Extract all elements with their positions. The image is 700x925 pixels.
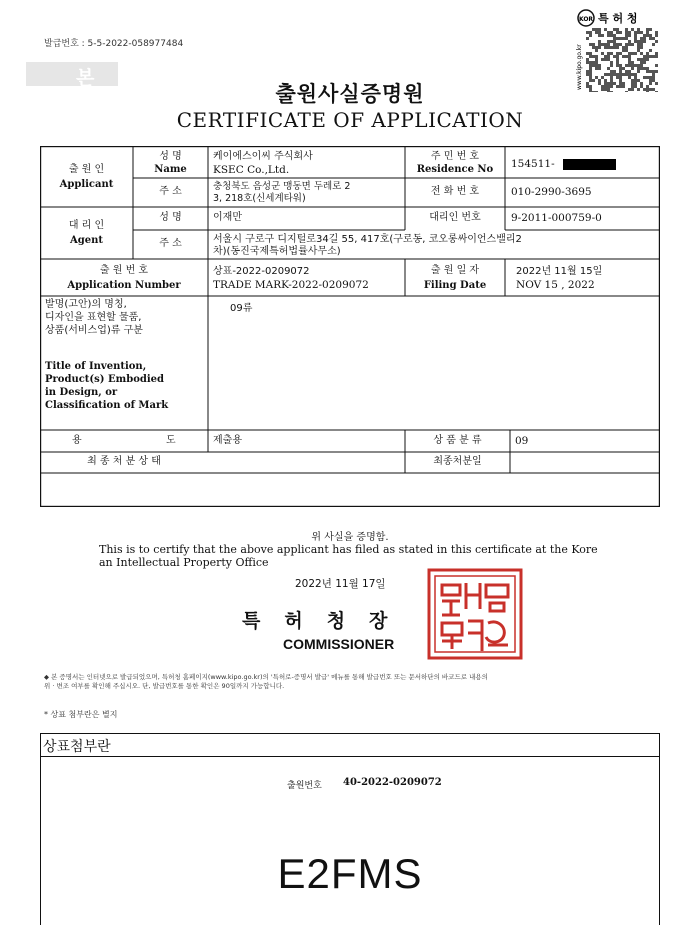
agent-label-ko: 대 리 인 (68, 220, 105, 231)
attachment-app-no-value: 40-2022-0209072 (343, 777, 442, 788)
applicant-address-line1: 충청북도 음성군 맹동면 두레로 2 (213, 181, 351, 192)
title-label-ko-1: 발명(고안)의 명칭, (45, 299, 127, 310)
attachment-app-no-label: 출원번호 (287, 781, 322, 791)
title-label-en-3: in Design, or (45, 387, 118, 398)
residence-value: 154511- (511, 158, 555, 170)
attachment-header (40, 733, 660, 757)
official-seal-icon (426, 567, 524, 661)
residence-redaction (563, 159, 616, 170)
certification-en-line2: an Intellectual Property Office (99, 556, 269, 569)
applicant-name-ko: 케이에스이씨 주식회사 (213, 151, 313, 162)
applicant-label-ko: 출 원 인 (68, 164, 105, 175)
filing-date-en: NOV 15 , 2022 (516, 279, 595, 291)
class-label: 상 품 분 류 (433, 435, 482, 446)
certification-date: 2022년 11월 17일 (295, 578, 386, 590)
agent-address-label: 주 소 (159, 238, 182, 249)
phone-value: 010-2990-3695 (511, 186, 592, 198)
attachment-note: * 상표 첨부란은 별지 (44, 710, 118, 719)
filing-date-ko: 2022년 11월 15일 (516, 266, 603, 277)
title-label-ko-3: 상품(서비스업)류 구분 (45, 325, 143, 336)
application-number-ko: 상표-2022-0209072 (213, 266, 310, 277)
agent-address-line1: 서울시 구로구 디지털로34길 55, 417호(구로동, 코오롱싸이언스밸리2 (213, 234, 522, 245)
agent-number-value: 9-2011-000759-0 (511, 212, 602, 224)
certification-en-line1: This is to certify that the above applicant has filed as stated in this certificate at the Kore (99, 543, 598, 556)
application-table (40, 146, 660, 507)
purpose-label-1: 용 (72, 435, 82, 446)
logo-badge: KOR (578, 16, 594, 23)
final-date-label: 최종처분일 (433, 456, 482, 467)
name-label-ko: 성 명 (159, 151, 182, 162)
purpose-value: 제출용 (213, 435, 242, 446)
commissioner-ko: 특허청장 (242, 610, 412, 632)
application-number-label-en: Application Number (67, 280, 181, 291)
logo-text: 특 허 청 (598, 12, 638, 25)
agent-number-label: 대리인 번호 (429, 212, 481, 223)
certification-ko: 위 사실을 증명함. (311, 532, 389, 543)
classification-value: 09류 (230, 303, 253, 314)
applicant-address-line2: 3, 218호(신세계타워) (213, 193, 306, 204)
document-title-en: CERTIFICATE OF APPLICATION (176, 108, 524, 132)
agent-label-en: Agent (69, 235, 103, 246)
address-label: 주 소 (159, 186, 182, 197)
agent-address-line2: 차)(동진국제특허법률사무소) (213, 246, 341, 257)
footer-notice-line1: ◆ 본 증명서는 인터넷으로 발급되었으며, 특허청 홈페이지(www.kipo.go.kr)의 '특허로-증명서 발급' 메뉴를 통해 발급번호 또는 문서하단의 바코드로 내용의 (44, 673, 488, 681)
title-label-en-4: Classification of Mark (45, 400, 169, 411)
footer-notice (44, 673, 664, 691)
class-value: 09 (515, 435, 529, 447)
document-title-ko: 출원사실증명원 (275, 82, 425, 106)
residence-label-ko: 주 민 번 호 (430, 151, 480, 162)
residence-label-en: Residence No (416, 164, 494, 175)
title-label-en-2: Product(s) Embodied (45, 374, 165, 385)
application-number-en: TRADE MARK-2022-0209072 (213, 279, 369, 291)
application-number-label-ko: 출 원 번 호 (99, 265, 149, 276)
filing-date-label-en: Filing Date (423, 280, 487, 291)
name-label-en: Name (154, 164, 187, 175)
issue-number: 발급번호 : 5-5-2022-058977484 (44, 39, 184, 49)
title-label-en-1: Title of Invention, (45, 361, 147, 372)
title-label-ko-2: 디자인을 표현할 물품, (45, 312, 142, 323)
purpose-label-2: 도 (166, 435, 176, 446)
logo-url: www.kipo.go.kr (576, 44, 583, 90)
phone-label: 전 화 번 호 (430, 186, 480, 197)
blurred-stamp-text: 본 (76, 67, 95, 89)
agent-name-value: 이재만 (213, 212, 242, 223)
commissioner-en: COMMISSIONER (283, 636, 395, 652)
trademark-text: E2FMS (277, 850, 423, 897)
attachment-header-label: 상표첨부란 (43, 739, 111, 755)
applicant-name-en: KSEC Co.,Ltd. (213, 164, 290, 176)
agent-name-label: 성 명 (159, 212, 182, 223)
applicant-label-en: Applicant (59, 179, 114, 190)
final-status-label: 최 종 처 분 상 태 (87, 456, 161, 467)
footer-notice-line2: 위 · 변조 여부를 확인해 주십시오. 단, 발급번호를 통한 확인은 90일까지 가능합니다. (44, 682, 285, 690)
filing-date-label-ko: 출 원 일 자 (430, 265, 480, 276)
